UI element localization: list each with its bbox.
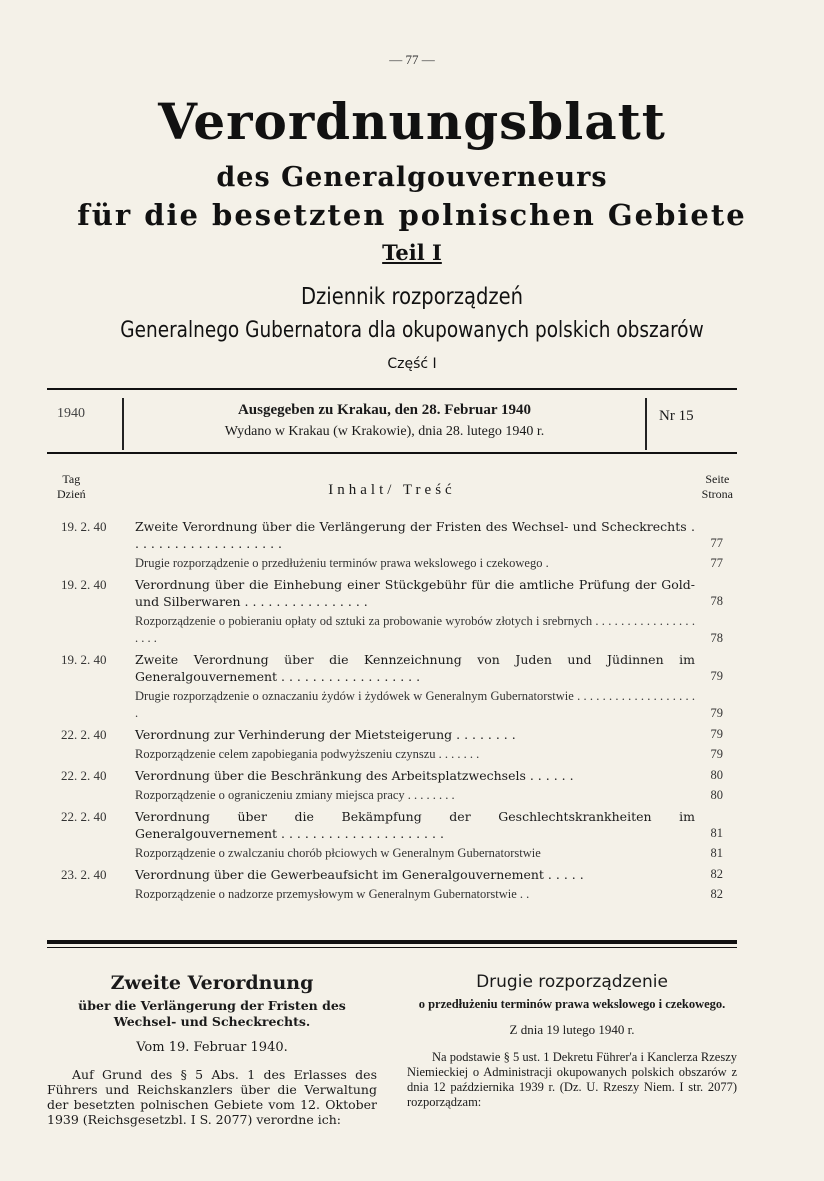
toc-title-de: Verordnung über die Einhebung einer Stückgebühr für die amtliche Prüfung der Gold- und Silberwaren . . . . . . . . . . . . . . . . <box>135 577 695 609</box>
toc-title-pl: Rozporządzenie o ograniczeniu zmiany miejsca pracy . . . . . . . . <box>135 788 455 802</box>
masthead-subtitle-pl: Generalnego Gubernatora dla okupowanych polskich obszarów <box>120 318 704 343</box>
toc-page: 82 <box>710 867 723 881</box>
article-pl <box>407 972 737 1110</box>
part-label-de: Teil I <box>382 240 442 265</box>
table-of-contents <box>47 518 737 907</box>
toc-title-de: Zweite Verordnung über die Verlängerung der Fristen des Wechsel- und Scheckrechts . . . . . . . . . . . . . . . . . . . . <box>135 519 695 551</box>
toc-header <box>47 470 737 510</box>
toc-page: 78 <box>710 594 723 608</box>
issue-number: Nr 15 <box>659 408 694 424</box>
toc-date: 23. 2. 40 <box>61 867 107 882</box>
day-label-pl: Dzień <box>57 487 86 501</box>
day-label-de: Tag <box>62 472 81 486</box>
toc-entry <box>47 726 737 763</box>
toc-title-pl: Rozporządzenie o nadzorze przemysłowym w Generalnym Gubernatorstwie . . <box>135 887 530 901</box>
toc-page: 79 <box>710 727 723 741</box>
toc-page: 78 <box>710 631 723 645</box>
toc-title-de: Verordnung über die Beschränkung des Arbeitsplatzwechsels . . . . . . <box>135 768 574 783</box>
part-label-pl: Część I <box>387 356 437 372</box>
toc-title-pl: Drugie rozporządzenie o przedłużeniu terminów prawa wekslowego i czekowego . <box>135 556 549 570</box>
toc-page: 81 <box>710 846 723 860</box>
article-title-pl: Drugie rozporządzenie <box>476 972 668 992</box>
article-date-de: Vom 19. Februar 1940. <box>136 1040 288 1055</box>
issue-date-pl: Wydano w Krakau (w Krakowie), dnia 28. lutego 1940 r. <box>224 424 545 439</box>
toc-page: 82 <box>710 887 723 901</box>
divider <box>47 388 737 390</box>
toc-page: 80 <box>710 768 723 782</box>
masthead-subtitle-de: des Generalgouverneurs <box>216 162 608 193</box>
divider <box>645 398 647 450</box>
page-label-pl: Strona <box>701 487 733 501</box>
toc-title-pl: Rozporządzenie o zwalczaniu chorób płciowych w Generalnym Gubernatorstwie <box>135 846 541 860</box>
article-date-pl: Z dnia 19 lutego 1940 r. <box>509 1022 635 1037</box>
toc-date: 22. 2. 40 <box>61 809 107 824</box>
article-de <box>47 972 377 1127</box>
toc-page: 81 <box>710 826 723 840</box>
toc-page: 79 <box>710 669 723 683</box>
masthead-title-pl: Dziennik rozporządzeń <box>300 284 524 310</box>
page-number: — 77 — <box>389 52 435 67</box>
contents-heading: Inhalt/ Treść <box>328 482 456 498</box>
toc-entry <box>47 767 737 804</box>
toc-page: 77 <box>710 556 723 570</box>
divider <box>47 947 737 948</box>
toc-title-pl: Rozporządzenie celem zapobiegania podwyższeniu czynszu . . . . . . . <box>135 747 480 761</box>
toc-page-heading <box>702 472 733 502</box>
article-title-de: Zweite Verordnung <box>110 972 314 994</box>
toc-page: 79 <box>710 747 723 761</box>
divider <box>47 940 737 944</box>
toc-title-pl: Drugie rozporządzenie o oznaczaniu żydów i żydówek w Generalnym Gubernatorstwie . . . . . . . . . . . . . . . . . . . . <box>135 689 695 720</box>
toc-title-pl: Rozporządzenie o pobieraniu opłaty od sztuki za probowanie wyrobów złotych i srebrnych . . . . . . . . . . . . . . . . . . . . <box>135 614 695 645</box>
toc-page: 79 <box>710 706 723 720</box>
toc-entry <box>47 808 737 862</box>
toc-date: 19. 2. 40 <box>61 652 107 667</box>
toc-page: 77 <box>710 536 723 550</box>
article-subtitle-pl: o przedłużeniu terminów prawa wekslowego i czekowego. <box>418 997 726 1011</box>
masthead-subtitle-de-2: für die besetzten polnischen Gebiete <box>77 198 747 232</box>
toc-entry <box>47 518 737 572</box>
article-body-pl: Na podstawie § 5 ust. 1 Dekretu Führer'a i Kanclerza Rzeszy Niemieckiej o Administracji okupowanych polskich obszarów z dnia 12 października 1939 r. (Dz. U. Rzeszy Niem. I str. 2077) rozporządzam: <box>407 1050 737 1109</box>
toc-date: 22. 2. 40 <box>61 727 107 742</box>
toc-title-de: Zweite Verordnung über die Kennzeichnung von Juden und Jüdinnen im Generalgouvernement . . . . . . . . . . . . . . . . . . <box>135 652 695 684</box>
toc-entry <box>47 576 737 647</box>
article-subtitle-de: über die Verlängerung der Fristen des Wechsel- und Scheckrechts. <box>78 998 346 1029</box>
toc-date: 19. 2. 40 <box>61 577 107 592</box>
masthead-title-de: Verordnungsblatt <box>158 92 666 151</box>
toc-date: 19. 2. 40 <box>61 519 107 534</box>
divider <box>122 398 124 450</box>
toc-title-de: Verordnung über die Gewerbeaufsicht im Generalgouvernement . . . . . <box>135 867 584 882</box>
toc-date: 22. 2. 40 <box>61 768 107 783</box>
divider <box>47 452 737 454</box>
issue-year: 1940 <box>57 406 85 421</box>
toc-entry <box>47 651 737 722</box>
toc-title-de: Verordnung über die Bekämpfung der Geschlechtskrankheiten im Generalgouvernement . . . . . . . . . . . . . . . . . . . . . <box>135 809 695 841</box>
toc-page: 80 <box>710 788 723 802</box>
page-label-de: Seite <box>705 472 730 486</box>
toc-title-de: Verordnung zur Verhinderung der Mietsteigerung . . . . . . . . <box>135 727 516 742</box>
issue-box <box>47 392 737 450</box>
issue-date-de: Ausgegeben zu Krakau, den 28. Februar 1940 <box>237 402 532 418</box>
toc-entry <box>47 866 737 903</box>
article-body-de: Auf Grund des § 5 Abs. 1 des Erlasses des Führers und Reichskanzlers über die Verwaltung der besetzten polnischen Gebiete vom 12. Oktober 1939 (Reichsgesetzbl. I S. 2077) verordne ich: <box>47 1067 377 1127</box>
